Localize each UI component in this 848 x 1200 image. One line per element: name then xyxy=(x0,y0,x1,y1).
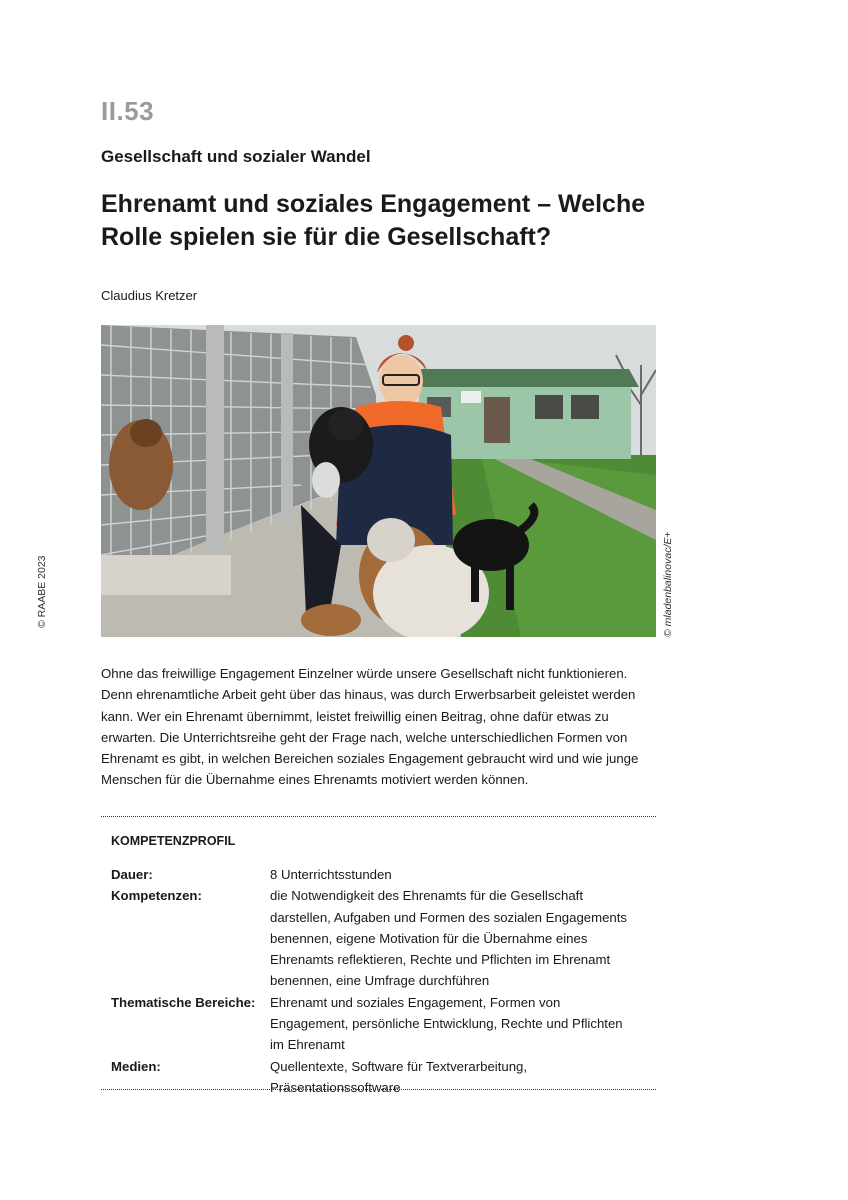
profile-label: Thematische Bereiche: xyxy=(111,994,256,1010)
profile-row-topics xyxy=(111,992,651,1056)
page-title: Ehrenamt und soziales Engagement – Welche Rolle spielen sie für die Gesellschaft? xyxy=(101,190,646,251)
divider-top xyxy=(101,816,656,817)
profile-label: Kompetenzen: xyxy=(111,888,202,904)
profile-row-competencies xyxy=(111,885,651,991)
series-title: Gesellschaft und sozialer Wandel xyxy=(101,147,371,166)
intro-paragraph: Ohne das freiwillige Engagement Einzelner würde unsere Gesellschaft nicht funktionieren. Denn ehrenamtliche Arbeit geht über das hinaus, was durch Erwerbsarbeit geleistet werden kann. Wer ein Ehrenamt übernimmt, leistet freiwillig einen Beitrag, ohne dafür etwas zu erwarten. Die Unterrichtsreihe geht der Frage nach, welche unterschiedlichen Formen von Ehrenamt es gibt, in welchen Bereichen soziales Engagement gebraucht wird und wie junge Menschen für die Übernahme eines Ehrenamts motiviert werden können. xyxy=(101,666,639,788)
profile-row-media xyxy=(111,1056,651,1099)
competency-profile xyxy=(111,864,651,1098)
profile-value: Ehrenamt und soziales Engagement, Formen von Engagement, persönliche Entwicklung, Rechte und Pflichten im Ehrenamt xyxy=(270,994,623,1053)
cover-photo xyxy=(101,325,656,637)
profile-row-duration xyxy=(111,864,651,885)
author: Claudius Kretzer xyxy=(101,288,198,303)
unit-code: II.53 xyxy=(101,96,155,126)
profile-label: Medien: xyxy=(111,1058,161,1074)
profile-value: 8 Unterrichtsstunden xyxy=(270,867,392,882)
profile-value: die Notwendigkeit des Ehrenamts für die Gesellschaft darstellen, Aufgaben und Formen des sozialen Engagements benennen, eigene Motivation für die Übernahme eines Ehrenamts reflektieren, Rechte und Pflichten im Ehrenamt benennen, eine Umfrage durchführen xyxy=(270,888,628,989)
divider-bottom xyxy=(101,1089,656,1090)
copyright-note: © RAABE 2023 xyxy=(36,555,48,628)
profile-heading: KOMPETENZPROFIL xyxy=(111,834,236,848)
profile-value: Quellentexte, Software für Textverarbeitung, Präsentationssoftware xyxy=(270,1058,528,1095)
profile-label: Dauer: xyxy=(111,867,153,882)
photo-credit: © mladenbalinovac/E+ xyxy=(662,531,674,637)
